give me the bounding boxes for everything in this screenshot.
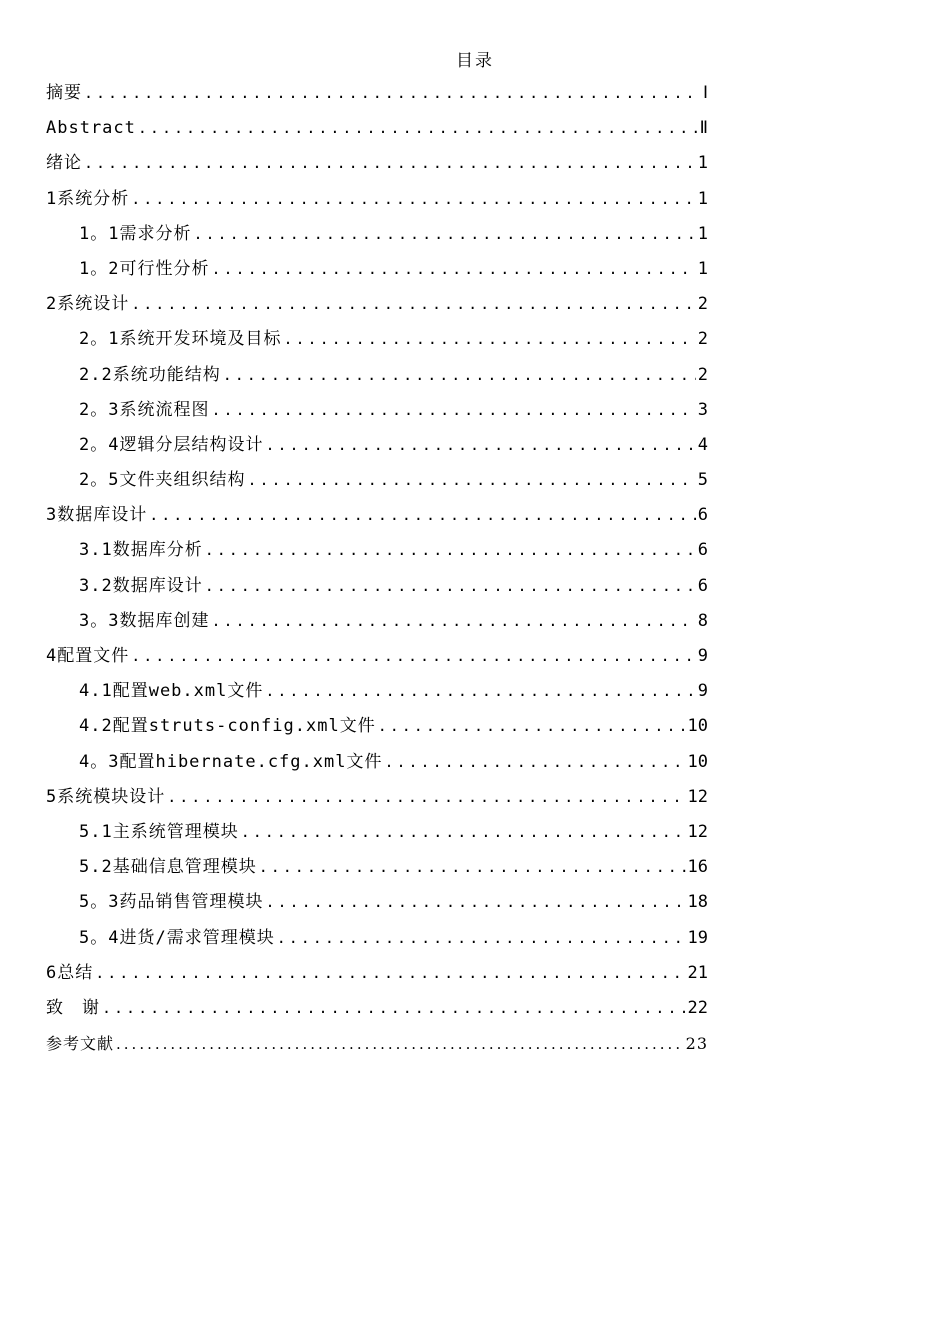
dot-leader <box>167 780 685 815</box>
toc-entry-page: 10 <box>687 751 708 772</box>
toc-entry-label: Abstract <box>46 118 136 139</box>
toc-entry-page: 9 <box>697 646 708 666</box>
toc-entry-page: 22 <box>687 997 708 1018</box>
toc-entry[interactable] <box>46 885 708 920</box>
toc-entry-page: 2 <box>697 294 708 315</box>
toc-entry[interactable] <box>46 146 708 181</box>
dot-leader <box>95 956 685 991</box>
toc-entry[interactable] <box>46 217 708 252</box>
toc-entry-label: 5系统模块设计 <box>46 786 166 807</box>
dot-leader <box>102 991 686 1026</box>
toc-entry-label: 4。3配置hibernate.cfg.xml文件 <box>79 751 383 772</box>
toc-entry-label: 2。1系统开发环境及目标 <box>79 329 282 350</box>
toc-entry[interactable] <box>46 428 708 463</box>
toc-entry-page: 19 <box>687 927 708 948</box>
toc-entry-label: 5。3药品销售管理模块 <box>79 892 264 913</box>
toc-entry-label: 2.2系统功能结构 <box>79 364 221 385</box>
dot-leader <box>131 287 696 322</box>
toc-entry-page: 23 <box>685 1034 708 1054</box>
dot-leader <box>259 850 686 885</box>
toc-entry-page: 5 <box>697 470 708 491</box>
toc-entry[interactable] <box>46 815 708 850</box>
dot-leader <box>265 885 685 920</box>
toc-entry-page: 8 <box>697 610 708 631</box>
dot-leader <box>378 709 686 744</box>
toc-entry-label: 3。3数据库创建 <box>79 610 210 631</box>
toc-entry-label: 3.1数据库分析 <box>79 540 203 561</box>
dot-leader <box>84 146 696 181</box>
toc-entry-page: 12 <box>687 821 708 842</box>
toc-entry-label: 致 谢 <box>46 997 100 1018</box>
toc-entry[interactable] <box>46 111 708 146</box>
toc-entry-page: 2 <box>697 364 708 385</box>
toc-entry-page: 3 <box>697 399 708 420</box>
toc-entry-page: 1 <box>697 258 708 279</box>
toc-entry-page: 1 <box>697 223 708 244</box>
toc-entry[interactable] <box>46 533 708 568</box>
toc-entry[interactable] <box>46 252 708 287</box>
toc-entry-label: 2。4逻辑分层结构设计 <box>79 434 264 455</box>
dot-leader <box>223 358 696 393</box>
toc-entry[interactable] <box>46 745 708 780</box>
dot-leader <box>84 76 701 111</box>
toc-entry[interactable] <box>46 921 708 956</box>
toc-title: 目录 <box>456 51 494 71</box>
toc-entry-label: 参考文献 <box>46 1034 115 1054</box>
toc-entry-label: 5。4进货/需求管理模块 <box>79 927 275 948</box>
toc-entry[interactable] <box>46 780 708 815</box>
dot-leader <box>265 674 695 709</box>
toc-entry-label: 6总结 <box>46 962 94 983</box>
toc-entry-page: 1 <box>697 153 708 174</box>
toc-entry-page: 21 <box>687 962 708 983</box>
toc-entry[interactable] <box>46 639 708 674</box>
toc-entry-page: 10 <box>687 716 708 737</box>
dot-leader <box>247 463 695 498</box>
toc-entry-label: 1系统分析 <box>46 188 130 209</box>
toc-entry-label: 3数据库设计 <box>46 505 148 526</box>
toc-entry-label: 4配置文件 <box>46 646 130 666</box>
toc-entry[interactable] <box>46 709 708 744</box>
toc-entry[interactable] <box>46 498 708 533</box>
dot-leader <box>211 604 695 639</box>
toc-entry[interactable] <box>46 287 708 322</box>
dot-leader <box>384 745 685 780</box>
dot-leader <box>205 533 696 568</box>
toc-entry-page: 6 <box>697 575 708 596</box>
toc-entry[interactable] <box>46 991 708 1026</box>
toc-entry-page: 6 <box>697 540 708 561</box>
toc-entry[interactable] <box>46 182 708 217</box>
dot-leader <box>131 639 696 674</box>
toc-entry-label: 2系统设计 <box>46 294 130 315</box>
toc-entry[interactable] <box>46 76 708 111</box>
toc-entry[interactable] <box>46 1026 708 1061</box>
dot-leader <box>283 322 695 357</box>
dot-leader <box>138 111 698 146</box>
toc-entry-page: 6 <box>697 505 708 526</box>
toc-entry[interactable] <box>46 604 708 639</box>
toc-entry[interactable] <box>46 569 708 604</box>
dot-leader <box>211 393 695 428</box>
table-of-contents <box>46 76 708 1061</box>
toc-entry-label: 2。5文件夹组织结构 <box>79 470 246 491</box>
toc-entry[interactable] <box>46 850 708 885</box>
toc-entry[interactable] <box>46 463 708 498</box>
dot-leader <box>193 217 695 252</box>
dot-leader <box>241 815 686 850</box>
toc-entry-page: Ⅱ <box>699 118 708 139</box>
toc-entry[interactable] <box>46 358 708 393</box>
toc-entry-label: 1。1需求分析 <box>79 223 192 244</box>
toc-entry-label: 摘要 <box>46 83 82 103</box>
dot-leader <box>131 182 696 217</box>
toc-entry[interactable] <box>46 393 708 428</box>
toc-entry-label: 2。3系统流程图 <box>79 399 210 420</box>
toc-entry-label: 3.2数据库设计 <box>79 575 203 596</box>
toc-entry[interactable] <box>46 674 708 709</box>
toc-entry-page: 16 <box>687 857 708 878</box>
toc-entry-page: 4 <box>697 434 708 455</box>
toc-entry-label: 1。2可行性分析 <box>79 258 210 279</box>
toc-entry-page: 18 <box>687 892 708 913</box>
toc-entry[interactable] <box>46 956 708 991</box>
toc-entry-label: 4.1配置web.xml文件 <box>79 681 264 702</box>
dot-leader <box>149 498 696 533</box>
toc-entry[interactable] <box>46 322 708 357</box>
toc-entry-page: Ⅰ <box>702 83 708 103</box>
toc-entry-page: 12 <box>687 786 708 807</box>
toc-entry-page: 9 <box>697 681 708 702</box>
dot-leader <box>265 428 695 463</box>
toc-entry-page: 2 <box>697 329 708 350</box>
toc-entry-label: 绪论 <box>46 153 82 174</box>
dot-leader <box>116 1027 684 1061</box>
dot-leader <box>205 569 696 604</box>
toc-entry-page: 1 <box>697 188 708 209</box>
toc-entry-label: 5.1主系统管理模块 <box>79 821 239 842</box>
dot-leader <box>277 921 686 956</box>
toc-entry-label: 4.2配置struts-config.xml文件 <box>79 716 376 737</box>
toc-entry-label: 5.2基础信息管理模块 <box>79 857 257 878</box>
dot-leader <box>211 252 695 287</box>
